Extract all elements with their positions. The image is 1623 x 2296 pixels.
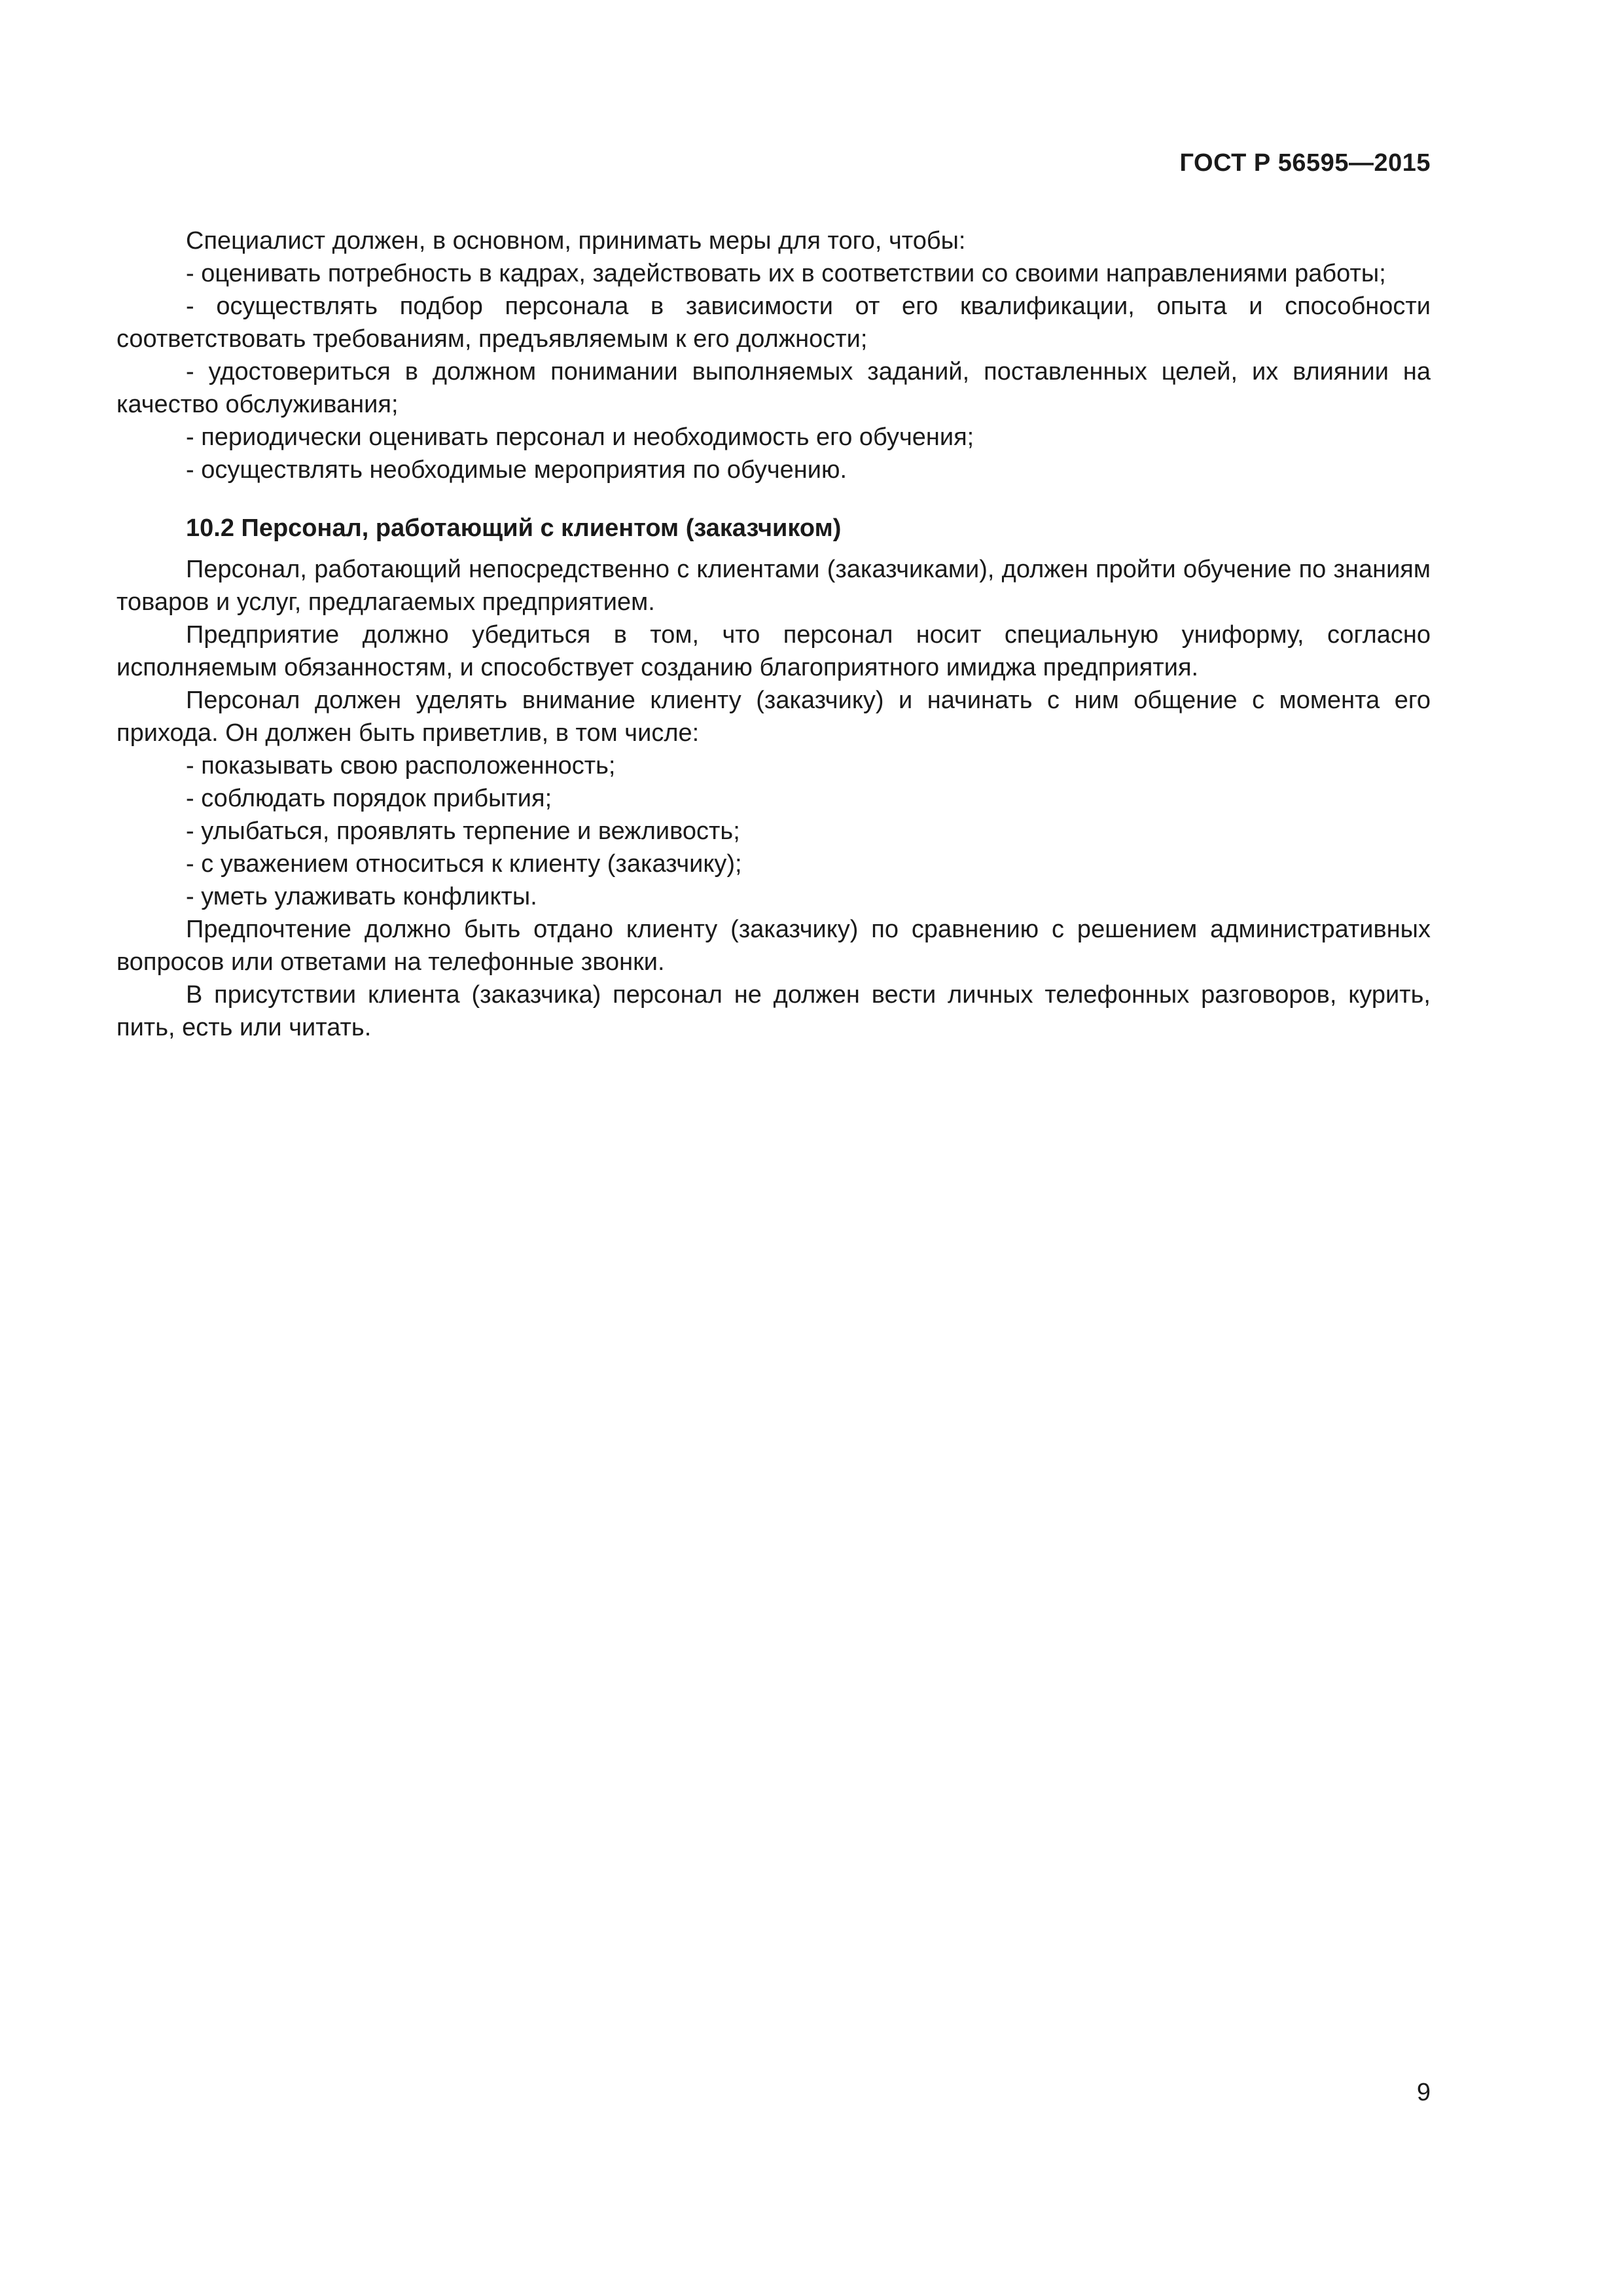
section-heading: 10.2 Персонал, работающий с клиентом (заказчиком) bbox=[186, 514, 842, 542]
paragraph: Предприятие должно убедиться в том, что персонал носит специальную униформу, согласно исполняемым обязанностям, и способствует созданию благоприятного имиджа предприятия. bbox=[116, 621, 1431, 681]
list-item: - оценивать потребность в кадрах, задействовать их в соответствии со своими направлениями работы; bbox=[186, 260, 1386, 287]
list-item: - показывать свою расположенность; bbox=[186, 752, 616, 780]
page-number: 9 bbox=[1416, 2079, 1431, 2106]
paragraph: Персонал должен уделять внимание клиенту (заказчику) и начинать с ним общение с момента его прихода. Он должен быть приветлив, в том числе: bbox=[116, 687, 1431, 747]
list-item: - осуществлять подбор персонала в зависимости от его квалификации, опыта и способности соответствовать требованиям, предъявляемым к его должности; bbox=[116, 293, 1431, 353]
paragraph: Персонал, работающий непосредственно с клиентами (заказчиками), должен пройти обучение по знаниям товаров и услуг, предлагаемых предприятием. bbox=[116, 556, 1431, 616]
page-body bbox=[116, 224, 1431, 1044]
paragraph: Предпочтение должно быть отдано клиенту (заказчику) по сравнению с решением административных вопросов или ответами на телефонные звонки. bbox=[116, 916, 1431, 976]
list-item: - с уважением относиться к клиенту (заказчику); bbox=[186, 850, 742, 878]
list-item: - уметь улаживать конфликты. bbox=[186, 883, 537, 910]
paragraph: В присутствии клиента (заказчика) персонал не должен вести личных телефонных разговоров, курить, пить, есть или читать. bbox=[116, 981, 1431, 1041]
paragraph-intro: Специалист должен, в основном, принимать меры для того, чтобы: bbox=[186, 227, 966, 255]
list-item: - улыбаться, проявлять терпение и вежливость; bbox=[186, 817, 740, 845]
list-item: - периодически оценивать персонал и необходимость его обучения; bbox=[186, 423, 974, 451]
document-code: ГОСТ Р 56595—2015 bbox=[1179, 149, 1431, 177]
list-item: - осуществлять необходимые мероприятия по обучению. bbox=[186, 456, 847, 484]
list-item: - соблюдать порядок прибытия; bbox=[186, 785, 552, 812]
list-item: - удостовериться в должном понимании выполняемых заданий, поставленных целей, их влиянии на качество обслуживания; bbox=[116, 358, 1431, 418]
